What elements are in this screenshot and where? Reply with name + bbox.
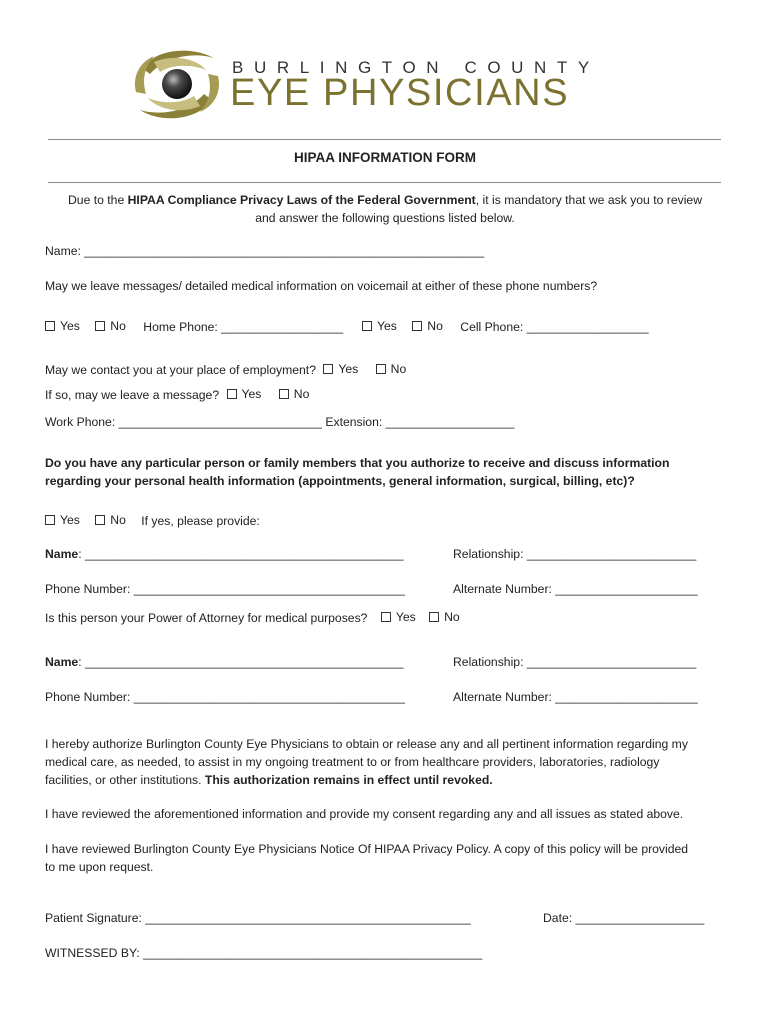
name-field[interactable]: Name: ___________________________________________________________ bbox=[45, 244, 485, 258]
consent-1-line-2: medical care, as needed, to assist in my ongoing treatment to or from healthcare providers, laboratories, radiology bbox=[45, 755, 660, 769]
no-label: No bbox=[390, 362, 407, 376]
home-yes-option[interactable] bbox=[45, 319, 80, 333]
witnessed-by-field[interactable]: WITNESSED BY: __________________________________________________ bbox=[45, 946, 483, 960]
yes-label: Yes bbox=[241, 387, 262, 401]
checkbox[interactable] bbox=[412, 321, 422, 331]
cell-no-option[interactable] bbox=[412, 319, 443, 333]
yes-label: Yes bbox=[60, 513, 80, 527]
yes-label: Yes bbox=[377, 319, 397, 333]
name-line: : _______________________________________________ bbox=[78, 547, 404, 561]
authorize-options bbox=[45, 513, 260, 528]
contact-1-phone-field[interactable]: Phone Number: ________________________________________ bbox=[45, 582, 405, 596]
poa-question: Is this person your Power of Attorney for medical purposes? bbox=[45, 611, 368, 625]
work-phone-field[interactable]: Work Phone: ______________________________ Extension: ___________________ bbox=[45, 415, 515, 429]
patient-signature-field[interactable]: Patient Signature: ________________________________________________ bbox=[45, 911, 471, 925]
contact-2-alternate-field[interactable]: Alternate Number: _____________________ bbox=[453, 690, 698, 704]
contact-2-relationship-field[interactable]: Relationship: _________________________ bbox=[453, 655, 697, 669]
consent-text: facilities, or other institutions. bbox=[45, 773, 205, 787]
divider bbox=[48, 139, 721, 140]
authorize-question-line-1: Do you have any particular person or family members that you authorize to receive and discuss information bbox=[45, 456, 670, 470]
authorize-yes-option[interactable] bbox=[45, 513, 80, 527]
employment-row bbox=[45, 362, 406, 377]
contact-1-name-field[interactable] bbox=[45, 547, 404, 561]
employment-question: May we contact you at your place of employment? bbox=[45, 363, 316, 377]
intro-bold-text: HIPAA Compliance Privacy Laws of the Federal Government bbox=[127, 193, 476, 207]
if-yes-text: If yes, please provide: bbox=[141, 514, 260, 528]
brand-name-top: BURLINGTON COUNTY bbox=[232, 58, 600, 77]
checkbox[interactable] bbox=[95, 515, 105, 525]
yes-label: Yes bbox=[60, 319, 80, 333]
checkbox[interactable] bbox=[227, 389, 237, 399]
poa-no-option[interactable] bbox=[429, 610, 460, 624]
cell-phone-field[interactable]: Cell Phone: __________________ bbox=[460, 320, 649, 334]
home-phone-field[interactable]: Home Phone: __________________ bbox=[143, 320, 344, 334]
brand-name-main: EYE PHYSICIANS bbox=[230, 72, 570, 114]
message-yes-option[interactable] bbox=[227, 387, 262, 401]
voicemail-home-options bbox=[45, 319, 343, 334]
contact-1-alternate-field[interactable]: Alternate Number: _____________________ bbox=[453, 582, 698, 596]
cell-yes-option[interactable] bbox=[362, 319, 397, 333]
yes-label: Yes bbox=[338, 362, 359, 376]
checkbox[interactable] bbox=[323, 364, 333, 374]
no-label: No bbox=[293, 387, 310, 401]
form-title: HIPAA INFORMATION FORM bbox=[294, 150, 476, 165]
name-label: Name bbox=[45, 655, 79, 669]
intro-line-2: and answer the following questions listed below. bbox=[255, 211, 515, 225]
name-label: Name bbox=[45, 547, 79, 561]
checkbox[interactable] bbox=[45, 515, 55, 525]
no-label: No bbox=[444, 610, 460, 624]
message-question: If so, may we leave a message? bbox=[45, 388, 220, 402]
message-no-option[interactable] bbox=[279, 387, 310, 401]
contact-2-name-field[interactable] bbox=[45, 655, 404, 669]
no-label: No bbox=[427, 319, 443, 333]
consent-2: I have reviewed the aforementioned information and provide my consent regarding any and all issues as stated above. bbox=[45, 807, 684, 821]
intro-text: , it is mandatory that we ask you to review bbox=[475, 193, 702, 207]
employment-no-option[interactable] bbox=[376, 362, 407, 376]
consent-1-line-3 bbox=[45, 773, 493, 787]
poa-yes-option[interactable] bbox=[381, 610, 416, 624]
checkbox[interactable] bbox=[381, 612, 391, 622]
no-label: No bbox=[110, 513, 126, 527]
authorize-question-line-2: regarding your personal health information (appointments, general information, surgical, billing, etc)? bbox=[45, 474, 635, 488]
no-label: No bbox=[110, 319, 126, 333]
checkbox[interactable] bbox=[45, 321, 55, 331]
consent-3-line-1: I have reviewed Burlington County Eye Physicians Notice Of HIPAA Privacy Policy. A copy of this policy will be provided bbox=[45, 842, 689, 856]
divider bbox=[48, 182, 721, 183]
consent-bold-text: This authorization remains in effect until revoked. bbox=[204, 773, 493, 787]
employment-yes-option[interactable] bbox=[323, 362, 358, 376]
voicemail-cell-options bbox=[362, 319, 649, 334]
voicemail-question: May we leave messages/ detailed medical information on voicemail at either of these phone numbers? bbox=[45, 279, 598, 293]
name-line: : _______________________________________________ bbox=[78, 655, 404, 669]
date-field[interactable]: Date: ___________________ bbox=[543, 911, 705, 925]
consent-3-line-2: to me upon request. bbox=[45, 860, 154, 874]
checkbox[interactable] bbox=[279, 389, 289, 399]
yes-label: Yes bbox=[395, 610, 416, 624]
authorize-no-option[interactable] bbox=[95, 513, 126, 527]
message-row bbox=[45, 387, 309, 402]
consent-1-line-1: I hereby authorize Burlington County Eye Physicians to obtain or release any and all pertinent information regarding my bbox=[45, 737, 688, 751]
intro-line-1 bbox=[40, 191, 730, 209]
checkbox[interactable] bbox=[95, 321, 105, 331]
eye-swirl-logo-icon bbox=[132, 46, 222, 122]
checkbox[interactable] bbox=[376, 364, 386, 374]
contact-1-relationship-field[interactable]: Relationship: _________________________ bbox=[453, 547, 697, 561]
intro-text: Due to the bbox=[68, 193, 128, 207]
contact-2-phone-field[interactable]: Phone Number: ________________________________________ bbox=[45, 690, 405, 704]
home-no-option[interactable] bbox=[95, 319, 126, 333]
poa-row bbox=[45, 610, 460, 625]
checkbox[interactable] bbox=[429, 612, 439, 622]
checkbox[interactable] bbox=[362, 321, 372, 331]
